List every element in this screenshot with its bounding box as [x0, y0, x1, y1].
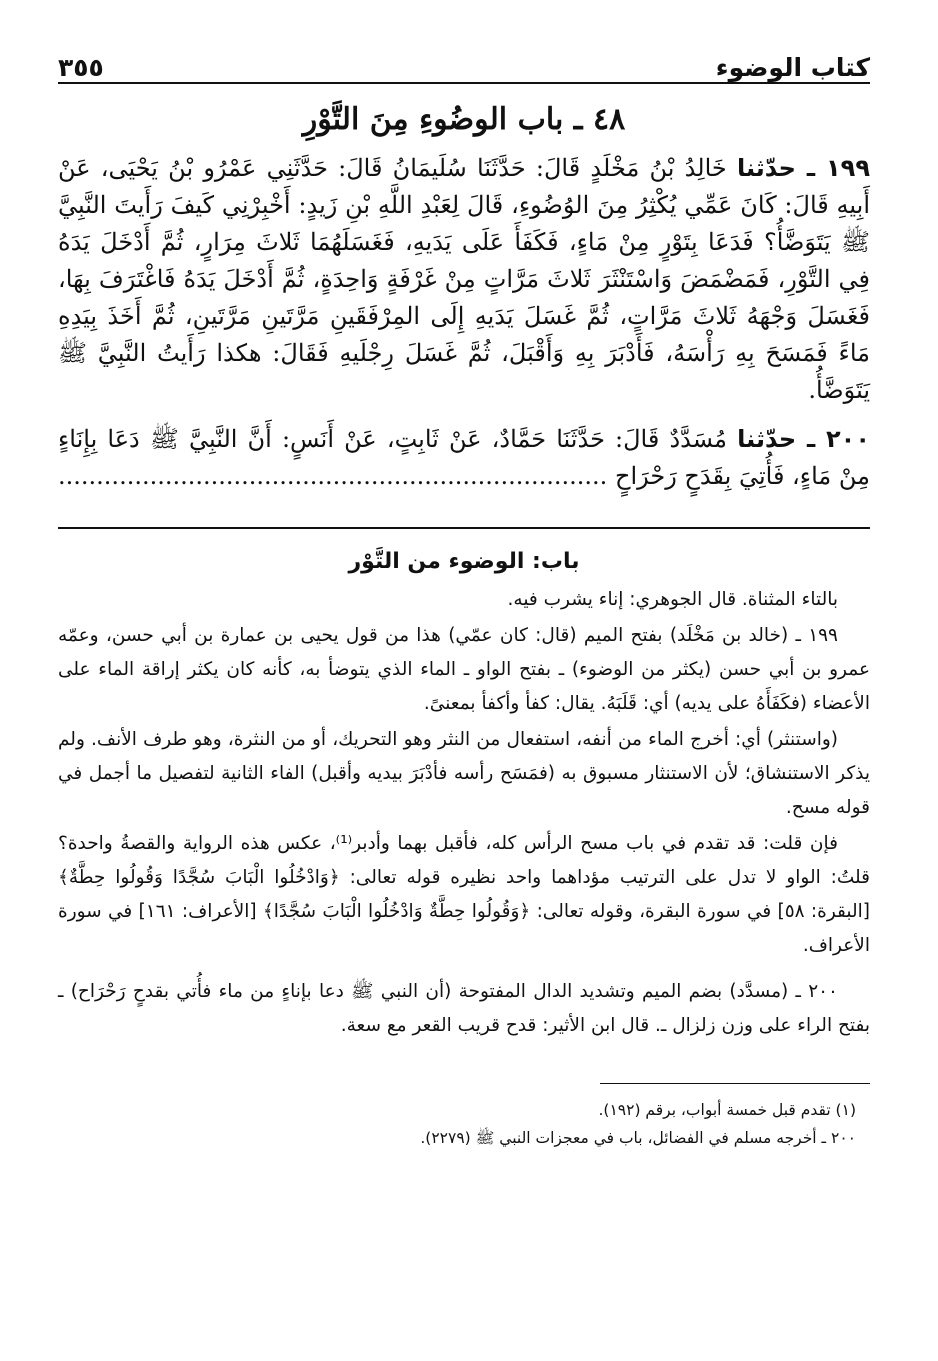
footnote: (١) تقدم قبل خمسة أبواب، برقم (١٩٢). [598, 1101, 856, 1119]
hadith-200 [58, 421, 870, 495]
commentary-paragraph: ٢٠٠ ـ (مسدَّد) بضم الميم وتشديد الدال المفتوحة (أن النبي ﷺ دعا بإناءٍ من ماء فأُتي بقدحٍ رَحْرَاح) ـ بفتح الراء على وزن زلزال ـ. قال ابن الأثير: قدح قريب القعر مع سعة. [58, 981, 870, 1036]
text-commentary-divider [58, 527, 870, 529]
hadith-text: خَالِدُ بْنُ مَخْلَدٍ قَالَ: حَدَّثَنَا سُلَيمَانُ قَالَ: حَدَّثَنِي عَمْرُو بْنُ يَحْيَى، عَنْ أَبِيهِ قَالَ: كَانَ عَمِّي يُكْثِرُ مِنَ الوُضُوءِ، قَالَ لِعَبْدِ اللَّهِ بْنِ زَيدٍ: أَخْبِرْنِي كَيفَ رَأَيتَ النَّبِيَّ ﷺ يَتَوَضَّأُ؟ فَدَعَا بِتَوْرٍ مِنْ مَاءٍ، فَكَفَأَ عَلَى يَدَيهِ، فَغَسَلَهُمَا ثَلاثَ مِرَارٍ، ثُمَّ أَدْخَلَ يَدَهُ فِي التَّوْرِ، فَمَضْمَضَ وَاسْتَنْثَرَ ثَلاثَ مَرَّاتٍ مِنْ غَرْفَةٍ وَاحِدَةٍ، ثُمَّ أَدْخَلَ يَدَهُ فَاغْتَرَفَ بِهَا، فَغَسَلَ وَجْهَهُ ثَلاثَ مَرَّاتٍ، ثُمَّ غَسَلَ يَدَيهِ إِلَى المِرْفَقَينِ مَرَّتَينِ مَرَّتَينِ، ثُمَّ أَخَذَ بِيَدِهِ مَاءً فَمَسَحَ بِهِ رَأْسَهُ، فَأَدْبَرَ بِهِ وَأَقْبَلَ، ثُمَّ غَسَلَ رِجْلَيهِ فَقَالَ: هكذا رَأَيتُ النَّبِيَّ ﷺ يَتَوَضَّأُ. [58, 154, 870, 404]
running-title: كتاب الوضوء [715, 53, 870, 82]
page-number: ٣٥٥ [58, 53, 104, 82]
page-header [58, 38, 870, 84]
commentary-paragraph: فإن قلت: قد تقدم في باب مسح الرأس كله، فأقبل بهما وأدبر⁽¹⁾، عكس هذه الرواية والقصةُ واحدة؟ قلتُ: الواو لا تدل على الترتيب مؤداهما واحد نظيره قوله تعالى: ﴿وَادْخُلُوا الْبَابَ سُجَّدًا وَقُولُوا حِطَّةٌ﴾ [البقرة: ٥٨] في سورة البقرة، وقوله تعالى: ﴿وَقُولُوا حِطَّةٌ وَادْخُلُوا الْبَابَ سُجَّدًا﴾ [الأعراف: ١٦١] في سورة الأعراف. [58, 833, 870, 956]
hadith-text: مُسَدَّدٌ قَالَ: حَدَّثَنَا حَمَّادٌ، عَنْ ثَابِتٍ، عَنْ أَنَسٍ: أَنَّ النَّبِيَّ ﷺ دَعَا بِإِنَاءٍ مِنْ مَاءٍ، فَأُتِيَ بِقَدَحٍ رَحْرَاحٍ [58, 425, 870, 490]
book-page [58, 38, 870, 1152]
footnote-divider [600, 1083, 870, 1084]
continuation-dots: ........................................................................ [58, 462, 608, 490]
commentary-title: باب: الوضوء من التَّوْر [348, 549, 580, 574]
commentary-paragraph: بالتاء المثناة. قال الجوهري: إناء يشرب فيه. [507, 589, 838, 610]
footnote: ٢٠٠ ـ أخرجه مسلم في الفضائل، باب في معجزات النبي ﷺ (٢٢٧٩). [420, 1129, 856, 1147]
commentary-paragraph: ١٩٩ ـ (خالد بن مَخْلَد) بفتح الميم (قال: كان عمّي) هذا من قول يحيى بن عمارة بن أبي حسن، وعمّه عمرو بن أبي حسن (يكثر من الوضوء) ـ بفتح الواو ـ الماء الذي يتوضأ به، كأنه كان يكثر إراقة الماء على الأعضاء (فكَفَأَهُ على يديه) أي: قَلَبَهُ. يقال: كفأ وأكفأ بمعنىً. [58, 625, 870, 714]
chapter-title: ٤٨ ـ باب الوضُوءِ مِنَ التَّوْرِ [302, 102, 626, 137]
commentary-paragraph: (واستنثر) أي: أخرج الماء من أنفه، استفعال من النثر وهو التحريك، أو من النثرة، وهو طرف الأنف. ولم يذكر الاستنشاق؛ لأن الاستنثار مسبوق به (فمَسَح رأسه فأدْبَرَ بيديه وأقبل) الفاء الثانية لتفصيل ما أجمل في قوله مسح. [58, 729, 870, 818]
hadith-number: ١٩٩ ـ حدّثنا [736, 154, 870, 182]
footnotes [58, 1096, 870, 1152]
commentary [58, 583, 870, 1043]
hadith-number: ٢٠٠ ـ حدّثنا [737, 425, 870, 453]
hadith-199 [58, 150, 870, 409]
